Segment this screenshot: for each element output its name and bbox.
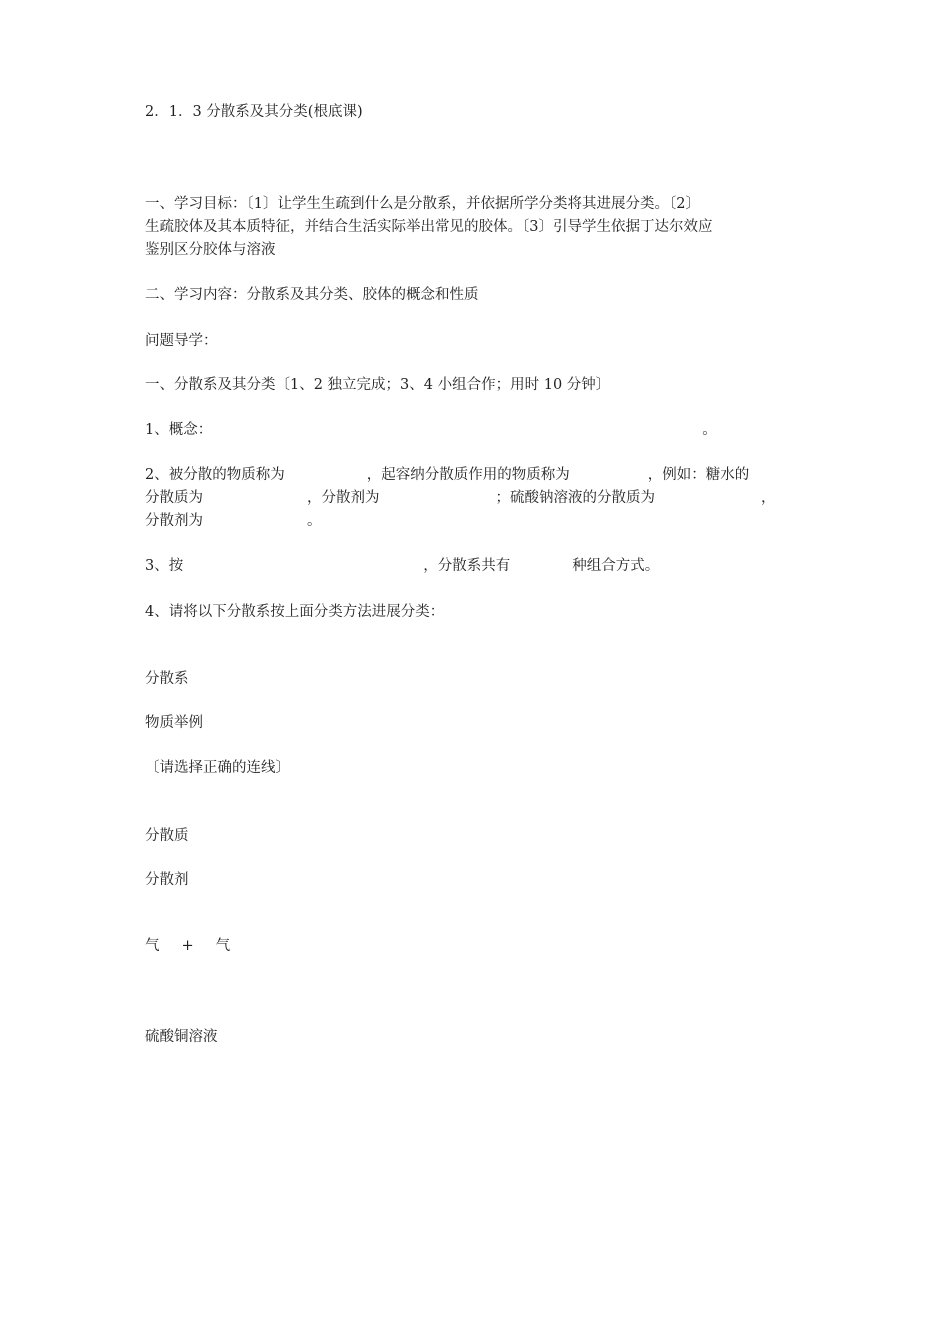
label-dispersion-medium: 分散剂 — [145, 872, 189, 888]
learning-objectives — [145, 193, 810, 262]
question-2-text: ；硫酸钠溶液的分散质为 — [495, 490, 655, 506]
label-dispersion-system: 分散系 — [145, 671, 189, 687]
plus-sign: + — [181, 938, 194, 954]
label-examples: 物质举例 — [145, 715, 203, 731]
question-3 — [145, 555, 659, 577]
objectives-line-3: 鉴别区分胶体与溶液 — [145, 242, 276, 258]
question-1-label: 1、概念： — [145, 422, 213, 438]
question-2-line-1 — [145, 464, 749, 486]
problem-guide-heading: 问题导学： — [145, 333, 218, 349]
question-2-line-2 — [145, 487, 776, 509]
question-2-text: 。 — [307, 513, 322, 529]
question-2-text: ，分散剂为 — [307, 490, 380, 506]
section-1-heading: 一、分散系及其分类〔1、2 独立完成；3、4 小组合作；用时 10 分钟〕 — [145, 377, 611, 393]
gas-label: 气 — [215, 938, 231, 954]
learning-content: 二、学习内容：分散系及其分类、胶体的概念和性质 — [145, 287, 479, 303]
question-2-text: 2、被分散的物质称为 — [145, 467, 285, 483]
question-2-line-3 — [145, 510, 322, 532]
label-dispersed-phase: 分散质 — [145, 828, 189, 844]
question-1-end: 。 — [702, 422, 717, 438]
objectives-line-2: 生疏胶体及其本质特征，并结合生活实际举出常见的胶体。〔3〕引导学生依据丁达尔效应 — [145, 219, 713, 235]
document-title: 2．1．3 分散系及其分类(根底课) — [145, 104, 363, 120]
combination-gas-gas — [145, 935, 230, 957]
question-2-text: ， — [761, 490, 776, 506]
question-2-text: 分散质为 — [145, 490, 203, 506]
question-3-text: 种组合方式。 — [572, 558, 660, 574]
question-3-text: 3、按 — [145, 558, 184, 574]
question-2-text: ，例如：糖水的 — [647, 467, 750, 483]
question-2-text: 分散剂为 — [145, 513, 203, 529]
objectives-line-1: 一、学习目标：〔1〕让学生生疏到什么是分散系，并依据所学分类将其进展分类。〔2〕 — [145, 196, 700, 212]
question-4: 4、请将以下分散系按上面分类方法进展分类： — [145, 604, 445, 620]
gas-label: 气 — [145, 938, 160, 954]
question-3-text: ，分散系共有 — [423, 558, 511, 574]
example-copper-sulfate-solution: 硫酸铜溶液 — [145, 1029, 218, 1045]
label-connect-hint: 〔请选择正确的连线〕 — [145, 760, 290, 776]
question-2-text: ，起容纳分散质作用的物质称为 — [366, 467, 570, 483]
question-1 — [145, 419, 717, 441]
